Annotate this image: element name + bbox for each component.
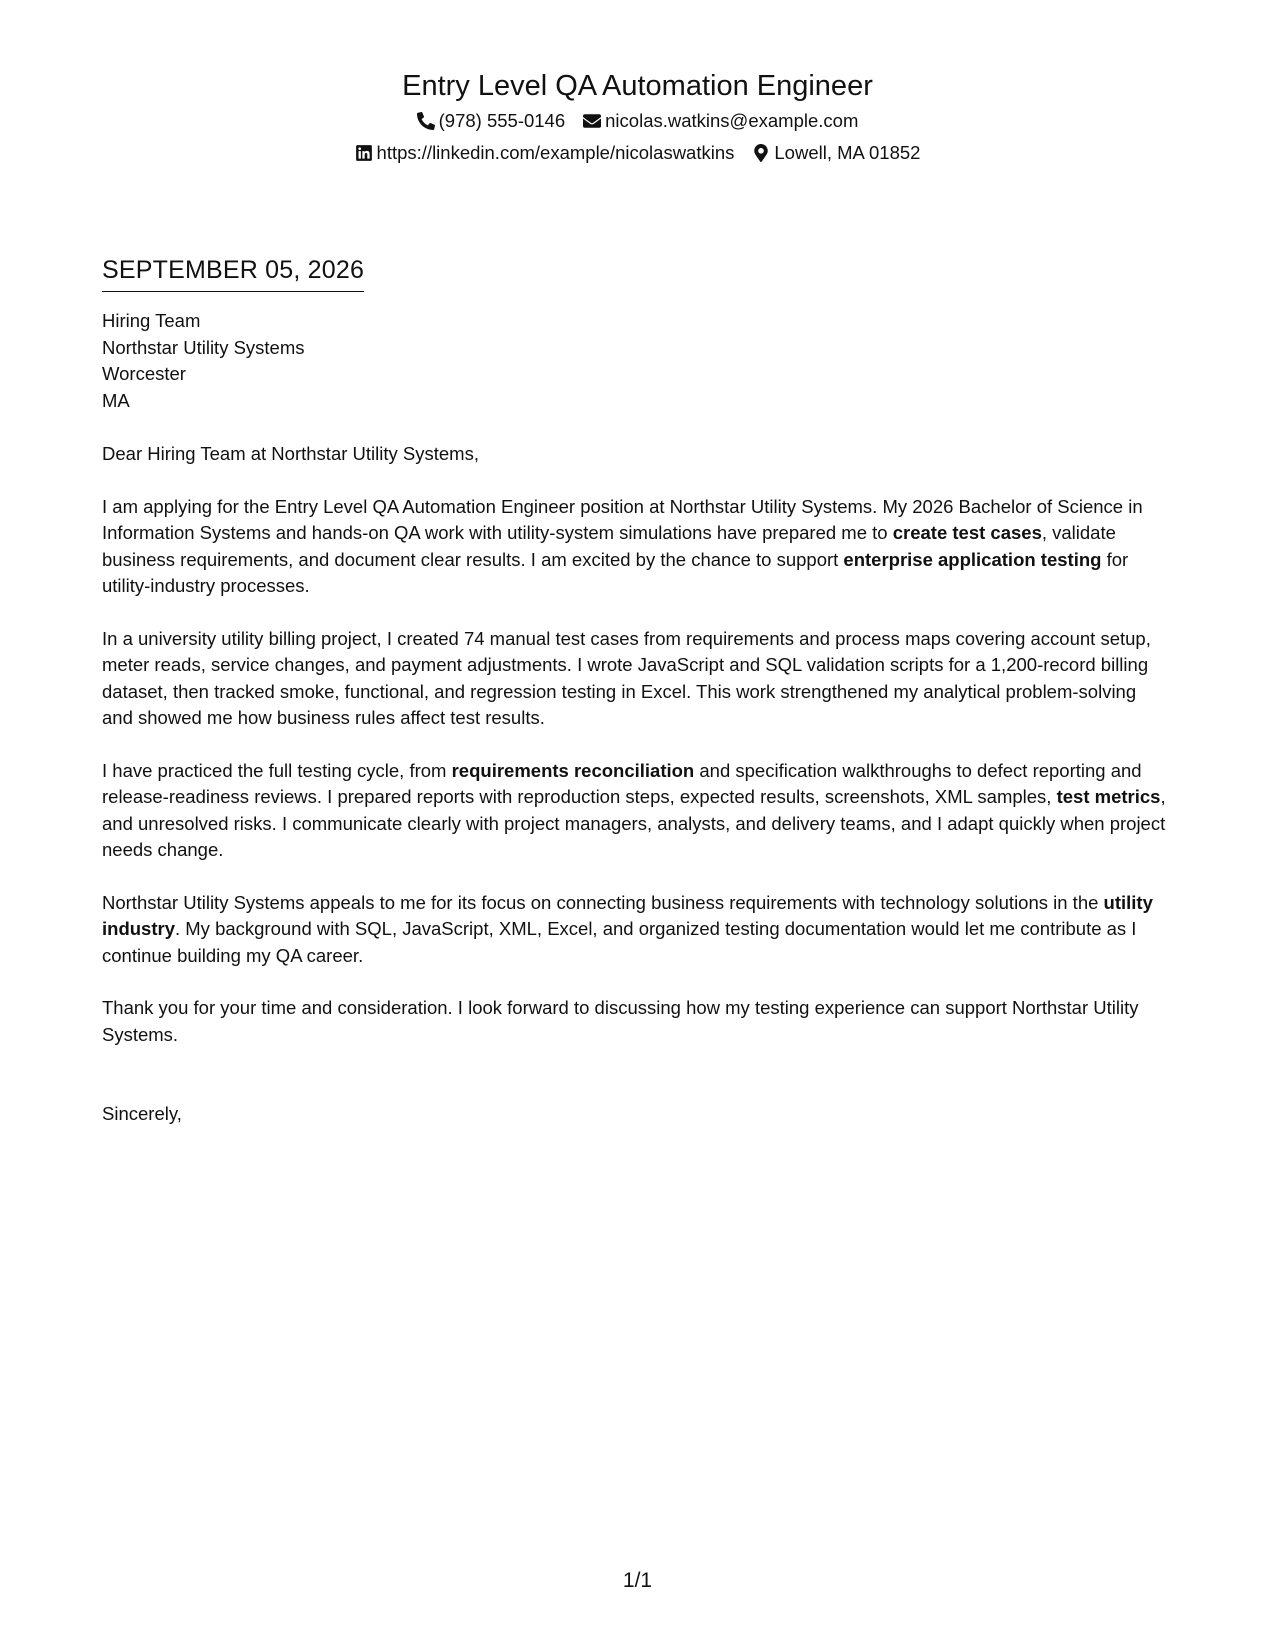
linkedin-icon: [355, 144, 373, 162]
contact-phone: [417, 110, 566, 132]
letter-body: [102, 254, 1172, 1128]
paragraph-3-text-1: I have practiced the full testing cycle, from: [102, 759, 452, 781]
recipient-name: Hiring Team: [102, 310, 201, 331]
paragraph-3: [102, 758, 1172, 864]
paragraph-3-bold-2: test metrics: [1056, 786, 1161, 807]
paragraph-1-bold-2: enterprise application testing: [843, 548, 1102, 570]
paragraph-5: [102, 995, 1172, 1048]
letter-header: [0, 68, 1275, 164]
recipient-state: MA: [102, 389, 130, 411]
page-number: 1/1: [622, 1569, 653, 1592]
document-title: Entry Level QA Automation Engineer: [402, 70, 873, 102]
paragraph-5-text-1: Thank you for your time and consideration. I look forward to discussing how my testing experience can support Northstar Utility Systems.: [102, 997, 1139, 1045]
contact-line-primary: [0, 110, 1275, 132]
envelope-icon: [583, 112, 601, 130]
letter-date: SEPTEMBER 05, 2026: [102, 254, 364, 292]
paragraph-4-bold-1: utility industry: [102, 891, 1153, 939]
email-text: nicolas.watkins@example.com: [605, 110, 859, 131]
paragraph-3-bold-1: requirements reconciliation: [451, 759, 695, 781]
contact-email[interactable]: [583, 110, 858, 132]
paragraph-1-text-3: for utility-industry processes.: [102, 548, 1129, 596]
paragraph-4-text-2: . My background with SQL, JavaScript, XML, Excel, and organized testing documentation would let me contribute as I continue building my QA career.: [102, 918, 1137, 966]
paragraph-4: [102, 890, 1172, 970]
paragraph-1-text-1: I am applying for the Entry Level QA Automation Engineer position at Northstar Utility Systems. My 2026 Bachelor of Science in Information Systems and hands-on QA work with utility-system simulations have prepared me to: [102, 495, 1143, 543]
paragraph-3-text-3: , and unresolved risks. I communicate clearly with project managers, analysts, and delivery teams, and I adapt quickly when project needs change.: [102, 786, 1166, 860]
paragraph-1: [102, 494, 1172, 600]
contact-linkedin[interactable]: [355, 142, 735, 164]
paragraph-1-bold-1: create test cases: [892, 522, 1042, 543]
linkedin-text: https://linkedin.com/example/nicolaswatkins: [376, 142, 735, 163]
paragraph-2: [102, 626, 1172, 732]
location-text: Lowell, MA 01852: [774, 142, 921, 163]
recipient-city: Worcester: [102, 363, 186, 384]
phone-text: (978) 555-0146: [438, 110, 566, 131]
map-marker-icon: [752, 144, 770, 162]
closing: Sincerely,: [102, 1103, 182, 1124]
paragraph-4-text-1: Northstar Utility Systems appeals to me for its focus on connecting business requirements with technology solutions in the: [102, 891, 1104, 913]
paragraph-2-text-1: In a university utility billing project, I created 74 manual test cases from requirements and process maps covering account setup, meter reads, service changes, and payment adjustments. I wrote JavaScript and SQL validation scripts for a 1,200-record billing dataset, then tracked smoke, functional, and regression testing in Excel. This work strengthened my analytical problem-solving and showed me how business rules affect test results.: [102, 627, 1151, 728]
contact-line-secondary: [0, 142, 1275, 164]
paragraph-1-text-2: , validate business requirements, and document clear results. I am excited by the chance to support: [102, 522, 1116, 570]
phone-icon: [417, 112, 435, 130]
contact-location: [752, 142, 920, 164]
paragraph-3-text-2: and specification walkthroughs to defect reporting and release-readiness reviews. I prepared reports with reproduction steps, expected results, screenshots, XML samples,: [102, 759, 1142, 807]
recipient-company: Northstar Utility Systems: [102, 336, 305, 358]
recipient-block: [102, 308, 1172, 414]
salutation: Dear Hiring Team at Northstar Utility Systems,: [102, 443, 479, 464]
